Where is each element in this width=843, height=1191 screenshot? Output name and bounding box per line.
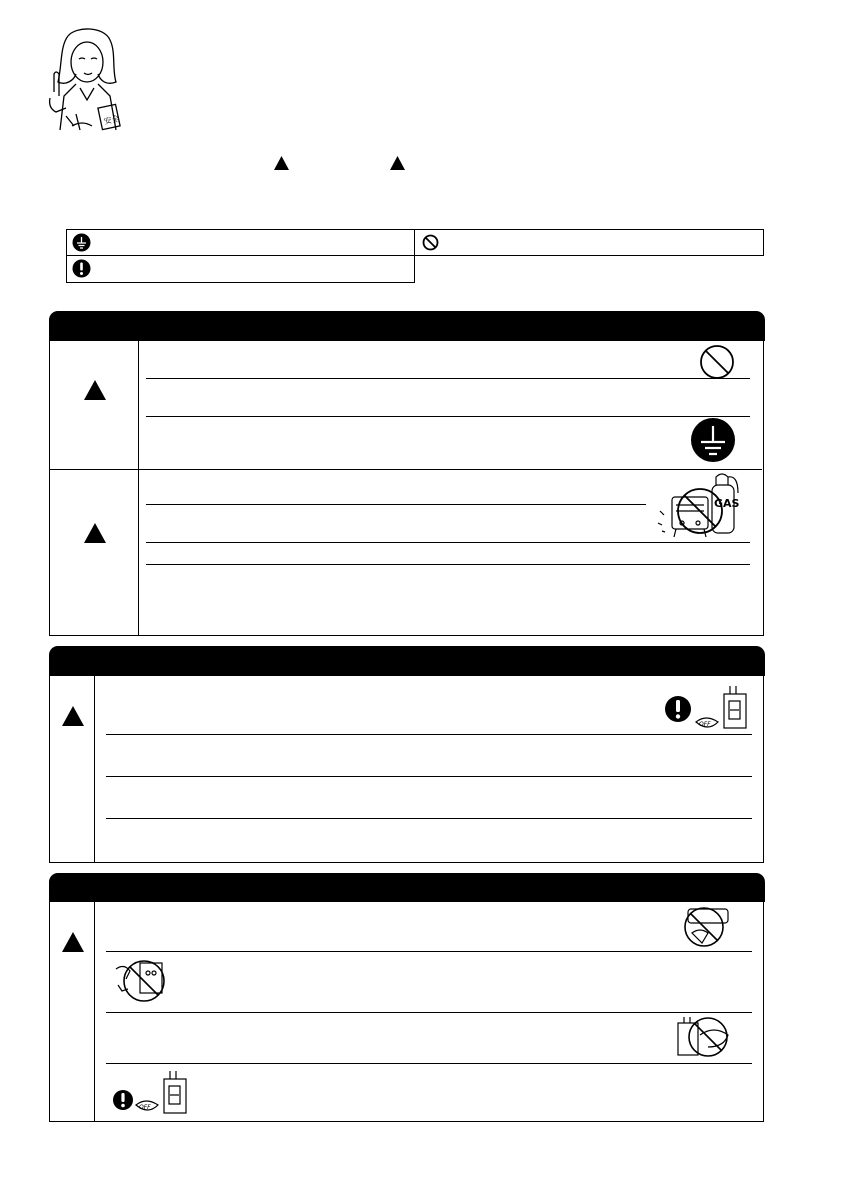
- no-water-plug-illustration: [110, 957, 174, 1009]
- caution-triangle-icon: [389, 155, 406, 171]
- caution-triangle-icon: [61, 705, 85, 727]
- warning-section: [49, 311, 764, 636]
- mandatory-action-icon: [72, 259, 91, 278]
- breaker-switch-off-illustration: [134, 1069, 196, 1117]
- ground-symbol-icon: [690, 417, 736, 463]
- caution-section: [49, 646, 764, 863]
- notice-section: [49, 873, 764, 1122]
- notice-section-header: [49, 873, 765, 902]
- prohibited-icon: [422, 234, 439, 251]
- mascot-card-text: 安全: [102, 113, 121, 127]
- warning-triangle-icon: [83, 522, 107, 544]
- legend-table: [66, 229, 764, 283]
- notice-triangle-icon: [61, 931, 85, 953]
- mascot-illustration: [46, 26, 126, 134]
- no-spray-prohibited-illustration: [668, 903, 752, 949]
- warning-triangle-icon: [83, 379, 107, 401]
- mandatory-action-icon: [112, 1089, 134, 1111]
- warning-triangle-icon: [273, 155, 290, 171]
- caution-section-header: [49, 646, 765, 676]
- breaker-switch-off-illustration: [694, 684, 754, 734]
- off-label: OFF: [139, 1104, 151, 1111]
- prohibited-icon: [698, 343, 736, 381]
- gas-cylinder-prohibited-illustration: [656, 471, 748, 543]
- mandatory-action-icon: [664, 695, 692, 723]
- no-wet-hands-switch-illustration: [670, 1015, 740, 1061]
- gas-label: GAS: [714, 497, 740, 510]
- off-label: OFF: [699, 721, 711, 728]
- ground-symbol-icon: [72, 233, 91, 252]
- warning-section-header: [49, 311, 765, 341]
